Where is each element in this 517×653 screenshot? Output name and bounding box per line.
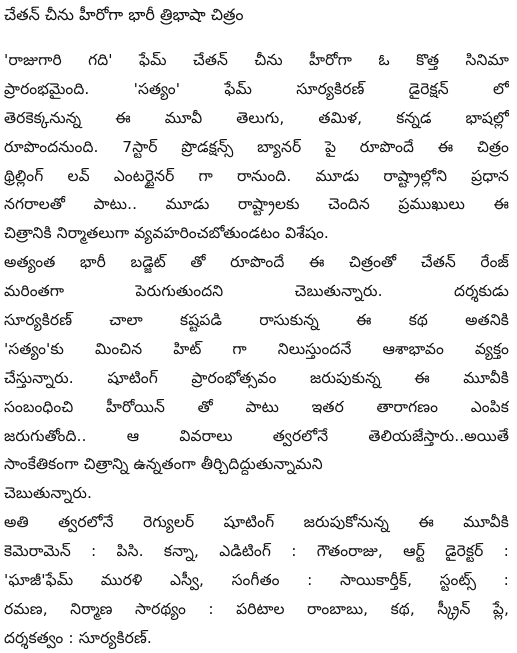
body-line: చేస్తున్నారు. షూటింగ్ ప్రారంభోత్సవం జరుపుకున్న ఈ మూవీకి (4, 368, 509, 387)
body-line: చెబుతున్నారు. (4, 484, 93, 503)
body-line: రూపొందనుంది. 7స్టార్ ప్రొడక్షన్స్ బ్యానర్ పై రూపొందే ఈ చిత్రం (4, 137, 509, 156)
body-line: రమణ, నిర్మాణ సారథ్యం : పరిటాల రాంబాబు, కథ, స్క్రీన్ ప్లే, (4, 599, 509, 618)
body-line: తెరకెక్కనున్న ఈ మూవీ తెలుగు, తమిళ, కన్నడ భాషల్లో (4, 108, 509, 127)
body-line: థ్రిల్లింగ్ లవ్ ఎంటర్టైనర్ గా రానుంది. మూడు రాష్ట్రాల్లోని ప్రధాన (4, 166, 509, 185)
article-title: చేతన్ చీను హీరోగా భారీ త్రిభాషా చిత్రం (4, 5, 244, 24)
body-line: చిత్రానికి నిర్మాతలుగా వ్యవహరించబోతుండటం విశేషం. (4, 224, 329, 243)
article-body (4, 46, 509, 653)
body-line: 'రాజుగారి గది' ఫేమ్ చేతన్ చీను హీరోగా ఓ కొత్త సినిమా (4, 51, 509, 69)
body-line: జరుగుతోంది.. ఆ వివరాలు త్వరలోనే తెలియజేస్తారు..అయితే (4, 426, 509, 445)
body-line: దర్శకత్వం : సూర్యకిరణ్. (4, 628, 152, 647)
body-line: సంబంధించి హీరోయిన్ తో పాటు ఇతర తారాగణం ఎంపిక (4, 397, 509, 416)
body-line: సాంకేతికంగా చిత్రాన్ని ఉన్నతంగా తీర్చిదిద్దుతున్నామని (4, 455, 323, 474)
body-line: అత్యంత భారీ బడ్జెట్ తో రూపొందే ఈ చిత్రంతో చేతన్ రేంజ్ (4, 253, 509, 272)
body-line: అతి త్వరలోనే రెగ్యులర్ షూటింగ్ జరుపుకోనున్న ఈ మూవీకి (4, 513, 509, 532)
body-line: 'సత్యం'కు మించిన హిట్ గా నిలుస్తుందనే ఆశాభావం వ్యక్తం (4, 339, 509, 358)
body-line: సూర్యకిరణ్ చాలా కష్టపడి రాసుకున్న ఈ కథ అతనికి (4, 311, 509, 330)
body-line: ప్రారంభమైంది. 'సత్యం' ఫేమ్ సూర్యకిరణ్ డైరెక్షన్ లో (4, 79, 509, 98)
body-line: 'ఘాజీ'ఫేమ్ మురళి ఎస్వీ, సంగీతం : సాయికార్తీక్, స్టంట్స్ : (4, 571, 509, 590)
body-line: కెమెరామెన్ : పిసి. కన్నా, ఎడిటింగ్ : గౌతంరాజు, ఆర్ట్ డైరెక్టర్ : (4, 542, 509, 561)
body-line: మరింతగా పెరుగుతుందని చెబుతున్నారు. దర్శకుడు (4, 282, 509, 301)
body-line: నగరాలతో పాటు.. మూడు రాష్ట్రాలకు చెందిన ప్రముఖులు ఈ (4, 195, 509, 214)
